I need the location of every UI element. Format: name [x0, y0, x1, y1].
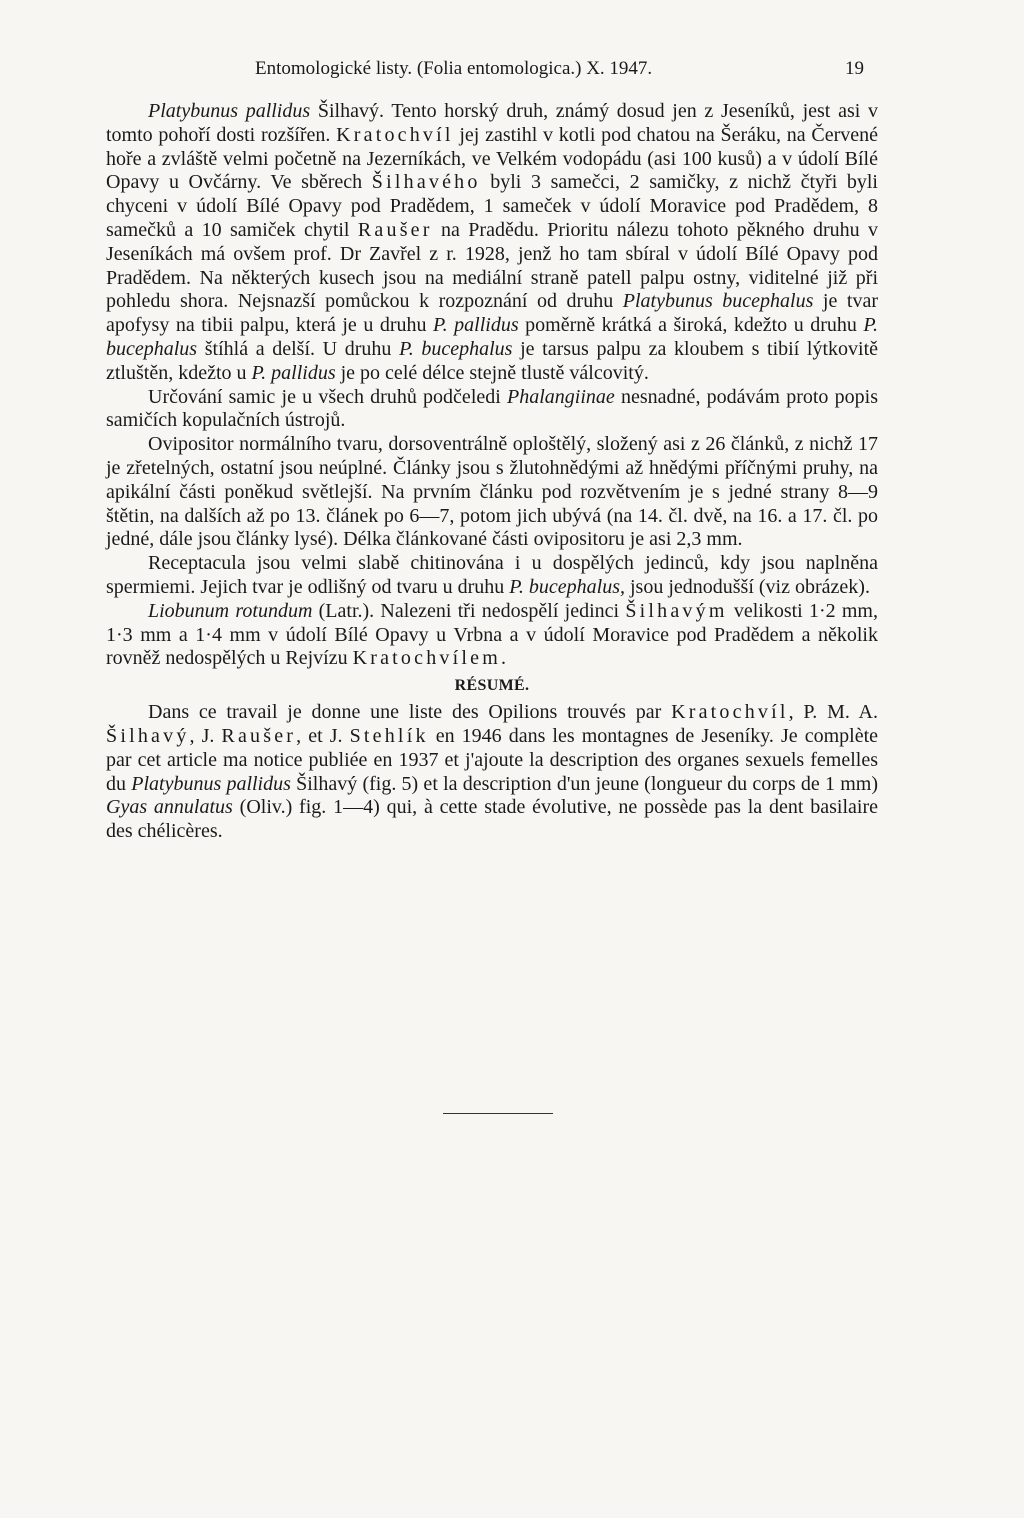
species-name: P. pallidus	[251, 361, 336, 384]
text-run: en 1946 dans les montagnes de Jeseníky. Je complète par cet article ma notice publiée en 1937 et j'ajoute la description des organes sexuels femelles du	[106, 724, 878, 795]
text-run: nesnadné, podávám proto popis samičích kopulačních ústrojů.	[106, 385, 878, 432]
author-name: Stehlík	[349, 724, 429, 747]
resume-heading: RÉSUMÉ.	[454, 677, 530, 695]
article-body	[106, 100, 878, 844]
taxon-name: Phalangiinae	[507, 385, 615, 408]
text-run: , P. M. A.	[788, 701, 878, 724]
species-name: P. bucephalus	[399, 337, 513, 360]
paragraph-liobunum-rotundum	[106, 600, 878, 671]
text-run: byli 3 samečci, 2 samičky, z nichž čtyři byli chyceni v údolí Bílé Opavy pod Pradědem, 1 sameček v údolí Moravice pod Pradědem, 8 samečků a 10 samiček chytil	[106, 171, 878, 241]
text-run: velikosti 1·2 mm, 1·3 mm a 1·4 mm v údolí Bílé Opavy u Vrbna a v údolí Moravice pod Pradědem a několik rovněž nedospělých u Rejvízu	[106, 599, 878, 670]
author-name: Raušer	[357, 218, 433, 241]
text-run: Určování samic je u všech druhů podčeledi	[148, 385, 508, 408]
paragraph-receptacula	[106, 552, 878, 600]
journal-citation: Entomologické listy. (Folia entomologica.) X. 1947.	[255, 58, 653, 79]
text-run: jsou jednodušší (viz obrázek).	[625, 575, 870, 598]
text-run: , J.	[189, 724, 222, 747]
species-name: P. bucephalus	[106, 314, 879, 360]
author-name: Šilhavým	[625, 599, 728, 622]
paragraph-platybunus-pallidus	[106, 100, 878, 386]
species-name: Platybunus pallidus	[148, 100, 311, 122]
paragraph-ovipositor	[106, 433, 878, 552]
author-name: Kratochvíl	[336, 123, 454, 146]
text-run: Dans ce travail je donne une liste des Opilions trouvés par	[148, 701, 672, 724]
species-name: P. bucephalus,	[509, 575, 625, 598]
text-run: (Oliv.) fig. 1—4) qui, à cette stade évolutive, ne possède pas la dent basilaire des chélicères.	[106, 796, 878, 843]
text-run: poměrně krátká a široká, kdežto u druhu	[518, 314, 864, 337]
end-rule	[443, 1113, 553, 1114]
author-name: Kratochvíl	[671, 701, 789, 724]
author-name: Šilhavého	[371, 171, 481, 194]
text-run: je tvar apofysy na tibii palpu, která je u druhu	[106, 290, 878, 337]
text-run: .	[500, 647, 506, 670]
species-name: P. pallidus	[433, 314, 519, 337]
text-run: na Pradědu. Prioritu nálezu tohoto pěkného druhu v Jeseníkách má ovšem prof. Dr Zavřel z r. 1928, jenž ho tam sbíral v údolí Bílé Opavy pod Pradědem. Na některých kusech jsou na mediální straně patell palpu ostny, viditelné již při pohledu shora. Nejsnazší pomůckou k rozpoznání od druhu	[106, 218, 878, 313]
text-run: Šilhavý (fig. 5) et la description d'un jeune (longueur du corps de 1 mm)	[290, 772, 879, 795]
text-run: jej zastihl v kotli pod chatou na Šeráku, na Červené hoře a zvláště velmi početně na Jezerníkách, ve Velkém vodopádu (asi 100 kusů) a v údolí Bílé Opavy u Ovčárny. Ve sběrech	[106, 123, 878, 194]
text-run: je po celé délce stejně tlustě válcovitý.	[335, 361, 649, 384]
text-run: Šilhavý. Tento horský druh, známý dosud jen z Jeseníků, jest asi v tomto pohoří dosti rozšířen.	[106, 100, 878, 146]
paragraph-resume	[106, 701, 878, 844]
running-header	[0, 54, 1024, 84]
text-run: Ovipositor normálního tvaru, dorsoventrálně oploštělý, složený asi z 26 článků, z nichž 17 je zřetelných, ostatní jsou neúplné. Články jsou s žlutohnědými až hnědými příčnými pruhy, na apikální části poněkud světlejší. Na prvním článku pod rozvětvením je s jedné strany 8—9 štětin, na dalších až po 13. článek po 6—7, potom jich ubývá (na 14. čl. dvě, na 16. a 17. čl. po jedné, dále jsou články lysé). Délka článkované části ovipositoru je asi 2,3 mm.	[106, 433, 878, 551]
text-run: Receptacula jsou velmi slabě chitinována i u dospělých jedinců, kdy jsou naplněna spermiemi. Jejich tvar je odlišný od tvaru u druhu	[106, 552, 878, 598]
author-name: Raušer	[221, 724, 297, 747]
species-name: Platybunus pallidus	[131, 772, 291, 795]
species-name: Platybunus bucephalus	[622, 290, 814, 313]
text-run: je tarsus palpu za kloubem s tibií lýtkovitě ztluštěn, kdežto u	[106, 337, 879, 384]
author-name: Kratochvílem	[352, 647, 501, 670]
text-run: štíhlá a delší. U druhu	[197, 337, 400, 360]
author-name: Šilhavý	[106, 724, 190, 747]
text-run: (Latr.). Nalezeni tři nedospělí jedinci	[312, 599, 626, 622]
text-run: , et J.	[296, 724, 350, 747]
paragraph-female-identification	[106, 386, 878, 434]
species-name: Gyas annulatus	[106, 796, 233, 819]
page-number: 19	[845, 58, 864, 79]
species-name: Liobunum rotundum	[148, 599, 313, 622]
